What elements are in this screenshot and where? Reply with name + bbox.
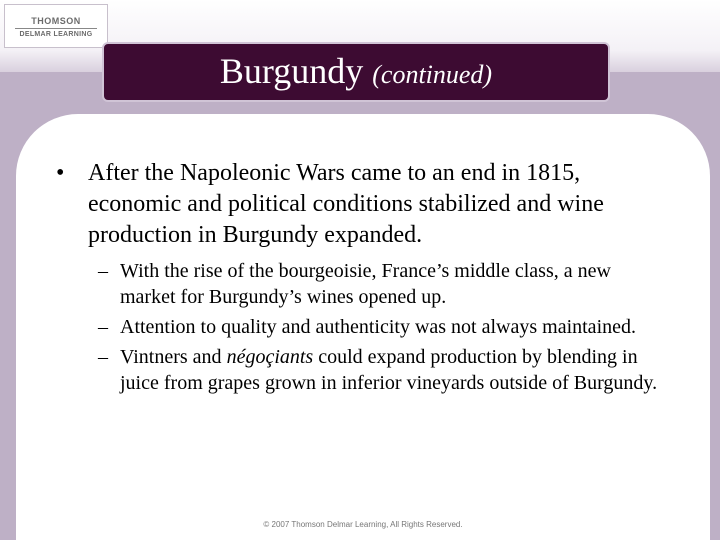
logo-line-2: DELMAR LEARNING: [19, 31, 93, 38]
publisher-logo: [4, 4, 108, 48]
sub-bullet-text-italic: négoçiants: [226, 346, 314, 368]
slide-title-suffix: (continued): [372, 60, 493, 89]
sub-bullet-marker: –: [98, 346, 108, 368]
sub-bullet: [98, 258, 658, 310]
slide-title: Burgundy: [219, 51, 364, 91]
sub-bullet-marker: –: [98, 260, 108, 282]
sub-bullet-text: Attention to quality and authenticity was not always maintained.: [120, 316, 636, 338]
sub-bullet-marker: –: [98, 316, 108, 338]
sub-bullet-list: [98, 258, 658, 400]
sub-bullet-text-post: could expand production by blending in juice from grapes grown in inferior vineyards outside of Burgundy.: [120, 346, 658, 394]
sub-bullet-text: [98, 344, 658, 396]
main-bullet-text: After the Napoleonic Wars came to an end in 1815, economic and political conditions stabilized and wine production in Burgundy expanded.: [88, 160, 604, 248]
sub-bullet: [98, 314, 658, 340]
slide-title-box: [102, 42, 610, 102]
sub-bullet-text: With the rise of the bourgeoisie, France’s middle class, a new market for Burgundy’s wines opened up.: [120, 260, 611, 308]
logo-line-1: THOMSON: [31, 16, 81, 26]
logo-divider: [15, 28, 97, 29]
sub-bullet: [98, 344, 658, 396]
content-panel: [16, 114, 710, 540]
main-bullet: [56, 158, 676, 251]
copyright-footer: © 2007 Thomson Delmar Learning, All Rights Reserved.: [263, 520, 463, 529]
sub-bullet-text-pre: Vintners and: [120, 346, 227, 368]
bullet-marker: •: [56, 160, 65, 186]
